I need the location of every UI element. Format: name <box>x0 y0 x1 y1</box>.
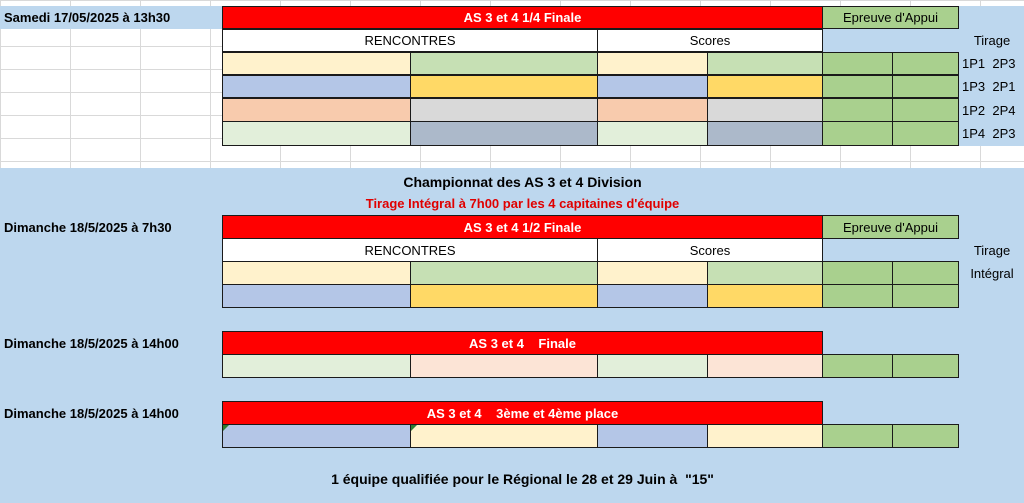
s4-date-label: Dimanche 18/5/2025 à 14h00 <box>4 405 179 421</box>
s4-title: AS 3 et 4 3ème et 4ème place <box>222 401 823 425</box>
s1-title: AS 3 et 4 1/4 Finale <box>222 6 823 29</box>
s2-r2-appui1[interactable] <box>822 284 893 308</box>
s1-rencontres-header: RENCONTRES <box>222 29 598 52</box>
s1-r3-score2[interactable] <box>707 98 823 122</box>
s2-r1-team1[interactable] <box>222 261 411 285</box>
s1-r1-team2[interactable] <box>410 52 598 75</box>
s3-date-label: Dimanche 18/5/2025 à 14h00 <box>4 335 179 351</box>
s1-r1-score2[interactable] <box>707 52 823 75</box>
s2-r1-appui2[interactable] <box>892 261 959 285</box>
comment-marker-icon <box>411 425 417 431</box>
s1-r2-draw: 1P3 2P1 <box>962 79 1016 94</box>
s1-r2-team1[interactable] <box>222 75 411 98</box>
s2-r2-team2[interactable] <box>410 284 598 308</box>
s2-title: AS 3 et 4 1/2 Finale <box>222 215 823 239</box>
s1-scores-header: Scores <box>597 29 823 52</box>
s2-r1-score2[interactable] <box>707 261 823 285</box>
s1-r3-score1[interactable] <box>597 98 708 122</box>
s2-tirage-label: Tirage <box>973 242 1011 258</box>
s3-team2[interactable] <box>410 354 598 378</box>
s3-title: AS 3 et 4 Finale <box>222 331 823 355</box>
s1-appui-header: Epreuve d'Appui <box>822 6 959 29</box>
s2-date-label: Dimanche 18/5/2025 à 7h30 <box>4 219 172 235</box>
s1-r1-appui2[interactable] <box>892 52 959 75</box>
s1-r4-score1[interactable] <box>597 121 708 146</box>
s3-appui1[interactable] <box>822 354 893 378</box>
s1-r1-team1[interactable] <box>222 52 411 75</box>
s1-r4-draw: 1P4 2P3 <box>962 126 1016 141</box>
s1-r1-appui1[interactable] <box>822 52 893 75</box>
s1-r2-score2[interactable] <box>707 75 823 98</box>
s1-r4-team2[interactable] <box>410 121 598 146</box>
s1-r4-appui1[interactable] <box>822 121 893 146</box>
s2-tirage-integral-label: Intégral <box>970 265 1014 281</box>
s3-team1[interactable] <box>222 354 411 378</box>
s1-r3-draw: 1P2 2P4 <box>962 102 1016 118</box>
s1-date-label: Samedi 17/05/2025 à 13h30 <box>4 10 171 25</box>
s2-appui-header: Epreuve d'Appui <box>822 215 959 239</box>
s2-scores-header: Scores <box>597 238 823 262</box>
s3-score2[interactable] <box>707 354 823 378</box>
s2-r2-team1[interactable] <box>222 284 411 308</box>
championship-title: Championnat des AS 3 et 4 Division <box>403 174 642 190</box>
s1-r4-appui2[interactable] <box>892 121 959 146</box>
s4-score2[interactable] <box>707 424 823 448</box>
s3-score1[interactable] <box>597 354 708 378</box>
s2-rencontres-header: RENCONTRES <box>222 238 598 262</box>
s4-score1[interactable] <box>597 424 708 448</box>
tirage-note: Tirage Intégral à 7h00 par les 4 capitaines d'équipe <box>365 195 680 211</box>
s4-appui1[interactable] <box>822 424 893 448</box>
s4-appui2[interactable] <box>892 424 959 448</box>
s2-r2-score2[interactable] <box>707 284 823 308</box>
s1-r4-team1[interactable] <box>222 121 411 146</box>
s4-team1[interactable] <box>222 424 411 448</box>
s1-tirage-label: Tirage <box>973 33 1011 48</box>
s1-r2-appui2[interactable] <box>892 75 959 98</box>
s1-r1-draw: 1P1 2P3 <box>962 56 1016 71</box>
s1-r4-score2[interactable] <box>707 121 823 146</box>
s1-r2-score1[interactable] <box>597 75 708 98</box>
s2-r2-score1[interactable] <box>597 284 708 308</box>
s3-appui2[interactable] <box>892 354 959 378</box>
s1-r3-team2[interactable] <box>410 98 598 122</box>
s1-r2-team2[interactable] <box>410 75 598 98</box>
s2-r2-appui2[interactable] <box>892 284 959 308</box>
s1-r1-score1[interactable] <box>597 52 708 75</box>
comment-marker-icon <box>223 425 229 431</box>
s1-r3-appui1[interactable] <box>822 98 893 122</box>
s2-r1-team2[interactable] <box>410 261 598 285</box>
s2-r1-score1[interactable] <box>597 261 708 285</box>
s1-r2-appui1[interactable] <box>822 75 893 98</box>
s1-r3-team1[interactable] <box>222 98 411 122</box>
s4-team2[interactable] <box>410 424 598 448</box>
s2-r1-appui1[interactable] <box>822 261 893 285</box>
s1-r3-appui2[interactable] <box>892 98 959 122</box>
footer-note: 1 équipe qualifiée pour le Régional le 28 et 29 Juin à "15" <box>331 471 714 487</box>
